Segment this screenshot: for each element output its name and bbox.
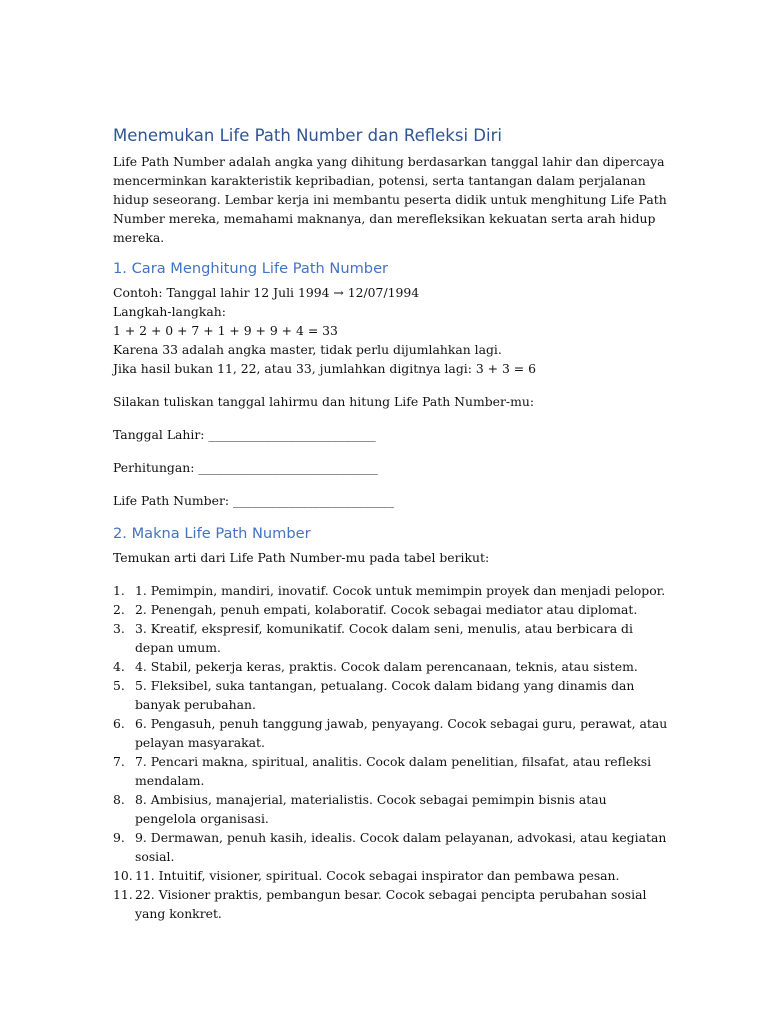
calculation-field: Perhitungan: _____________________________ — [113, 460, 378, 475]
list-text: 4. Stabil, pekerja keras, praktis. Cocok dalam perencanaan, teknis, atau sistem. — [135, 659, 638, 674]
example-line: Contoh: Tanggal lahir 12 Juli 1994 → 12/07/1994 — [113, 285, 420, 300]
fill-prompt: Silakan tuliskan tanggal lahirmu dan hitung Life Path Number-mu: — [113, 394, 535, 409]
list-number: 6. — [113, 716, 125, 731]
list-item — [113, 885, 668, 923]
list-number: 8. — [113, 792, 125, 807]
list-number: 5. — [113, 678, 125, 693]
list-item — [113, 790, 668, 828]
list-item — [113, 714, 668, 752]
list-item — [113, 581, 668, 600]
list-text: 22. Visioner praktis, pembangun besar. Cocok sebagai pencipta perubahan sosial yang konkret. — [135, 887, 647, 921]
list-item — [113, 600, 668, 619]
list-item — [113, 676, 668, 714]
list-item — [113, 828, 668, 866]
list-text: 2. Penengah, penuh empati, kolaboratif. Cocok sebagai mediator atau diplomat. — [135, 602, 638, 617]
steps-label: Langkah-langkah: — [113, 304, 226, 319]
list-number: 9. — [113, 830, 125, 845]
list-item — [113, 866, 668, 885]
list-number: 4. — [113, 659, 125, 674]
list-text: 5. Fleksibel, suka tantangan, petualang. Cocok dalam bidang yang dinamis dan banyak perubahan. — [135, 678, 635, 712]
list-text: 3. Kreatif, ekspresif, komunikatif. Cocok dalam seni, menulis, atau berbicara di depan umum. — [135, 621, 633, 655]
calculation-line: 1 + 2 + 0 + 7 + 1 + 9 + 9 + 4 = 33 — [113, 323, 338, 338]
list-item — [113, 657, 668, 676]
meaning-intro: Temukan arti dari Life Path Number-mu pada tabel berikut: — [113, 550, 490, 565]
list-number: 7. — [113, 754, 125, 769]
reduce-note: Jika hasil bukan 11, 22, atau 33, jumlahkan digitnya lagi: 3 + 3 = 6 — [113, 361, 536, 376]
list-number: 1. — [113, 583, 125, 598]
list-number: 2. — [113, 602, 125, 617]
meaning-list — [113, 581, 668, 923]
list-text: 6. Pengasuh, penuh tanggung jawab, penyayang. Cocok sebagai guru, perawat, atau pelayan masyarakat. — [135, 716, 668, 750]
birthdate-field: Tanggal Lahir: ___________________________ — [113, 427, 376, 442]
list-item — [113, 619, 668, 657]
list-text: 7. Pencari makna, spiritual, analitis. Cocok dalam penelitian, filsafat, atau refleksi mendalam. — [135, 754, 652, 788]
list-number: 10. — [113, 868, 133, 883]
list-number: 3. — [113, 621, 125, 636]
master-number-note: Karena 33 adalah angka master, tidak perlu dijumlahkan lagi. — [113, 342, 502, 357]
list-text: 11. Intuitif, visioner, spiritual. Cocok sebagai inspirator dan pembawa pesan. — [135, 868, 620, 883]
list-text: 9. Dermawan, penuh kasih, idealis. Cocok dalam pelayanan, advokasi, atau kegiatan sosial. — [135, 830, 667, 864]
list-number: 11. — [113, 887, 133, 902]
list-text: 8. Ambisius, manajerial, materialistis. Cocok sebagai pemimpin bisnis atau pengelola organisasi. — [135, 792, 607, 826]
page-title: Menemukan Life Path Number dan Refleksi Diri — [113, 126, 502, 145]
intro-paragraph: Life Path Number adalah angka yang dihitung berdasarkan tanggal lahir dan dipercaya mencerminkan karakteristik kepribadian, potensi, serta tantangan dalam perjalanan hidup seseorang. Lembar kerja ini membantu peserta didik untuk menghitung Life Path Number mereka, memahami maknanya, dan merefleksikan kekuatan serta arah hidup mereka. — [113, 154, 667, 245]
section-heading-calculation: 1. Cara Menghitung Life Path Number — [113, 260, 389, 277]
life-path-number-field: Life Path Number: __________________________ — [113, 493, 395, 508]
list-item — [113, 752, 668, 790]
section-heading-meaning: 2. Makna Life Path Number — [113, 525, 311, 542]
list-text: 1. Pemimpin, mandiri, inovatif. Cocok untuk memimpin proyek dan menjadi pelopor. — [135, 583, 666, 598]
